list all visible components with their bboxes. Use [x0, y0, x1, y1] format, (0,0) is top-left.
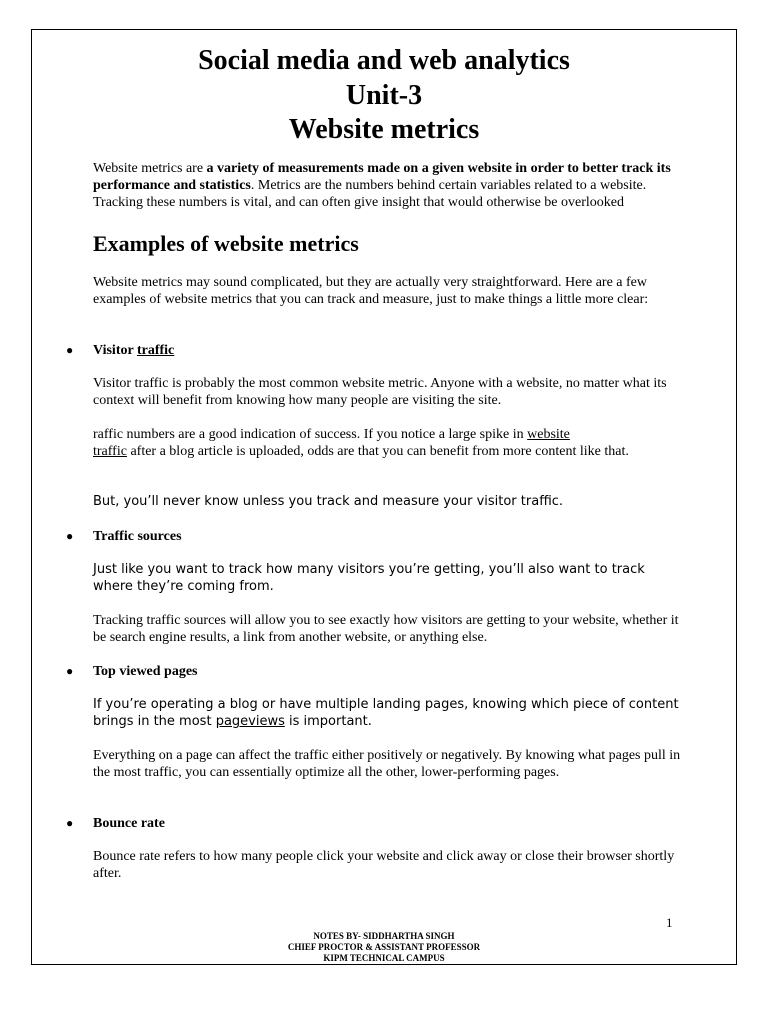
footer-institution: KIPM TECHNICAL CAMPUS: [323, 953, 445, 963]
top-paragraph-2: Everything on a page can affect the traffic either positively or negatively. By knowing what pages pull in the most traffic, you can essentially optimize all the other, lower-performing pages.: [93, 748, 681, 780]
bullet-icon: ●: [66, 664, 74, 678]
traffic-link-2[interactable]: traffic: [93, 444, 127, 459]
bounce-paragraph-1: Bounce rate refers to how many people click your website and click away or close their browser shortly after.: [93, 849, 675, 881]
examples-heading: Examples of website metrics: [93, 231, 359, 256]
sources-paragraph-1: Just like you want to track how many visitors you’re getting, you’ll also want to track where they’re coming from.: [93, 562, 645, 594]
bullet-label: Top viewed pages: [93, 664, 198, 679]
footer-title: CHIEF PROCTOR & ASSISTANT PROFESSOR: [287, 942, 481, 952]
intro-bold: a variety of measurements made on a given website in order to better track its performance and statistics: [93, 161, 671, 193]
section-title: Website metrics: [288, 114, 480, 145]
bullet-visitor-traffic: [66, 342, 686, 359]
bullet-top-viewed-pages: [66, 663, 686, 680]
bullet-icon: ●: [66, 529, 74, 543]
unit-label: Unit-3: [345, 80, 423, 111]
website-link[interactable]: website: [527, 427, 570, 442]
bullet-label: Bounce rate: [93, 816, 165, 831]
visitor-paragraph-1: Visitor traffic is probably the most common website metric. Anyone with a website, no matter what its context will benefit from knowing how many people are visiting the site.: [93, 376, 667, 408]
bullet-icon: ●: [66, 343, 74, 357]
doc-title: Social media and web analytics: [198, 45, 570, 76]
visitor-paragraph-3: But, you’ll never know unless you track and measure your visitor traffic.: [93, 494, 564, 509]
bullet-icon: ●: [66, 816, 74, 830]
bullet-traffic-sources: [66, 528, 686, 545]
bullet-label: Visitor traffic: [93, 343, 175, 358]
bullet-bounce-rate: [66, 815, 686, 832]
sources-paragraph-2: Tracking traffic sources will allow you to see exactly how visitors are getting to your website, whether it be search engine results, a link from another website, or anything else.: [93, 613, 679, 645]
intro-text-2: . Metrics are the numbers behind certain variables related to a website. Tracking these numbers is vital, and can often give insight that would otherwise be overlooked: [93, 178, 647, 210]
traffic-link[interactable]: traffic: [136, 343, 175, 358]
page-number: 1: [666, 915, 673, 930]
pageviews-link[interactable]: pageviews: [215, 714, 285, 729]
intro-paragraph: [93, 160, 683, 211]
visitor-paragraph-2: raffic numbers are a good indication of success. If you notice a large spike in website traffic after a blog article is uploaded, odds are that you can benefit from more content like that.: [93, 427, 629, 459]
intro-text-1: Website metrics are: [93, 161, 207, 176]
lead-paragraph: Website metrics may sound complicated, but they are actually very straightforward. Here are a few examples of website metrics that you can track and measure, just to make things a little more clear:: [93, 275, 649, 307]
footer-author: NOTES BY- SIDDHARTHA SINGH: [313, 931, 455, 941]
bullet-label: Traffic sources: [93, 529, 182, 544]
top-paragraph-1: If you’re operating a blog or have multiple landing pages, knowing which piece of content brings in the most pageviews is important.: [93, 697, 679, 729]
